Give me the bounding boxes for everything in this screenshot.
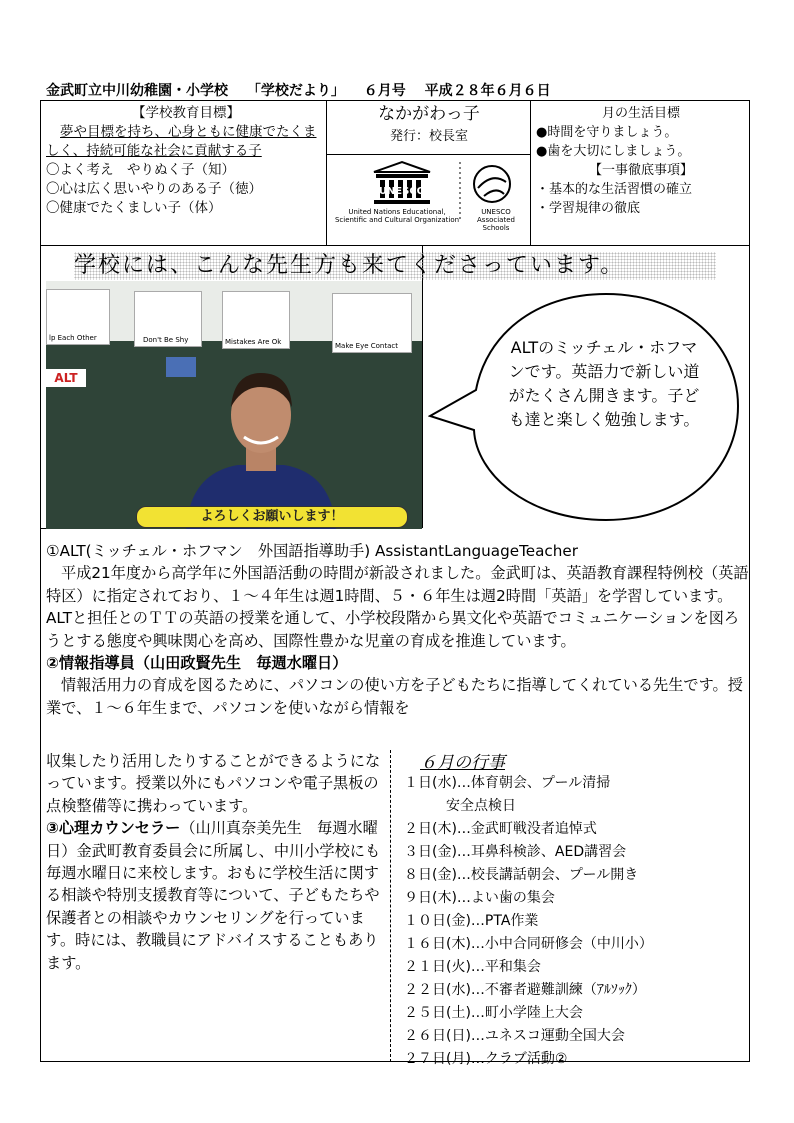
- monthly-goals: [536, 104, 746, 218]
- goals-item: 〇よく考え やりぬく子（知）: [46, 162, 235, 178]
- event-item: ２７日(月)…クラブ活動②: [404, 1051, 568, 1067]
- section-counselor-heading: ③心理カウンセラー: [46, 819, 181, 838]
- events-divider: [390, 750, 391, 1062]
- section-info-continued: 収集したり活用したりすることができるようになっています。授業以外にもパソコンや電子黒板の点検整備等に携わっています。: [46, 752, 381, 815]
- event-item: ２５日(土)…町小学陸上大会: [404, 1005, 583, 1021]
- goals-item: 〇健康でたくましい子（体）: [46, 200, 222, 216]
- event-item: ９日(木)…よい歯の集会: [404, 890, 555, 906]
- divider: [326, 100, 327, 246]
- event-item: ２６日(日)…ユネスコ運動全国大会: [404, 1028, 625, 1044]
- poster-card: Mistakes Are Ok: [222, 291, 290, 349]
- event-item: ８日(金)…校長講話朝会、プール開き: [404, 867, 639, 883]
- newsletter-name: 「学校だより」: [246, 83, 345, 99]
- focus-item: ・基本的な生活習慣の確立: [536, 182, 693, 197]
- section-info-heading: ②情報指導員（山田政賢先生 毎週水曜日）: [46, 654, 348, 673]
- publisher: 発行：校長室: [389, 129, 468, 144]
- school-name: 金武町立中川幼稚園・小学校: [46, 83, 228, 99]
- section-info-body: 情報活用力の育成を図るために、パソコンの使い方を子どもたちに指導してくれている先生です。授業で、１～６年生まで、パソコンを使いながら情報を: [46, 676, 743, 717]
- thanks-banner: よろしくお願いします！: [136, 506, 408, 528]
- teacher-photo: [46, 281, 422, 529]
- newsletter-title: なかがわっ子: [378, 104, 480, 124]
- focus-item: ・学習規律の徹底: [536, 201, 641, 216]
- banner-heading: 学校には、こんな先生方も来てくださっています。: [74, 252, 716, 280]
- section-alt-heading: ①ALT(ミッチェル・ホフマン 外国語指導助手) AssistantLanguageTeacher: [46, 542, 578, 560]
- unesco-org-label: United Nations Educational, Scientific and Cultural Organization: [334, 208, 460, 224]
- monthly-goal-item: ●歯を大切にしましょう。: [536, 144, 691, 159]
- poster-card: lp Each Other: [46, 289, 110, 345]
- events-title: ６月の行事: [420, 753, 505, 773]
- speech-bubble-text: ALTのミッチェル・ホフマンです。英語力で新しい道がたくさん開きます。子ども達と楽しく勉強します。: [508, 338, 700, 429]
- article-body: [46, 540, 750, 719]
- section-counselor-body: （山川真奈美先生 毎週水曜日）金武町教育委員会に所属し、中川小学校にも毎週水曜日に来校します。おもに学校生活に関する相談や特別支援教育等について、子どもたちや保護者との相談やカウンセリングを行っています。時には、教職員にアドバイスすることもあります。: [46, 819, 381, 972]
- divider: [530, 100, 531, 246]
- unesco-logo: [334, 158, 526, 242]
- poster-card: Make Eye Contact: [332, 293, 412, 353]
- issue-label: ６月号: [363, 83, 406, 99]
- section-alt-body: 平成21年度から高学年に外国語活動の時間が新設されました。金武町は、英語教育課程特例校（英語特区）に指定されており、１～４年生は週1時間、５・６年生は週2時間「英語」を学習しています。ALTと担任とのＴＴの英語の授業を通して、小学校段階から異文化や英語でコミュニケーションを図ろうとする態度や興味関心を高め、国際性豊かな児童の育成を推進しています。: [46, 564, 749, 650]
- alt-badge: ALT: [46, 369, 86, 387]
- event-item: １６日(木)…小中合同研修会（中川小）: [404, 936, 653, 952]
- goals-main: 夢や目標を持ち、心身ともに健康でたくましく、持続可能な社会に貢献する子: [46, 124, 317, 159]
- divider: [326, 154, 530, 155]
- event-item: ２２日(水)…不審者避難訓練（ｱﾙｿｯｸ）: [404, 982, 646, 998]
- newsletter-header: [46, 80, 750, 100]
- monthly-title: 月の生活目標: [601, 106, 680, 121]
- goals-title: 【学校教育目標】: [132, 105, 240, 121]
- poster-card: Don't Be Shy: [134, 291, 202, 347]
- monthly-goal-item: ●時間を守りましょう。: [536, 125, 678, 140]
- school-goals: [46, 104, 326, 218]
- unesco-schools-label: UNESCO Associated Schools: [477, 208, 515, 232]
- svg-text:UNESCO: UNESCO: [378, 186, 426, 197]
- event-item: ３日(金)…耳鼻科検診、AED講習会: [404, 844, 627, 860]
- event-item: ２日(木)…金武町戦没者追悼式: [404, 821, 597, 837]
- events-list: [404, 772, 744, 1071]
- issue-date: 平成２８年６月６日: [424, 83, 551, 99]
- event-item: ２１日(火)…平和集会: [404, 959, 541, 975]
- event-item: 安全点検日: [404, 798, 516, 814]
- divider: [422, 246, 423, 528]
- focus-title: 【一事徹底事項】: [588, 163, 693, 178]
- teacher-figure: [186, 365, 336, 529]
- event-item: １日(水)…体育朝会、プール清掃: [404, 775, 611, 791]
- goals-item: 〇心は広く思いやりのある子（徳）: [46, 181, 262, 197]
- event-item: １０日(金)…PTA作業: [404, 913, 539, 929]
- article-left-column: [46, 750, 382, 974]
